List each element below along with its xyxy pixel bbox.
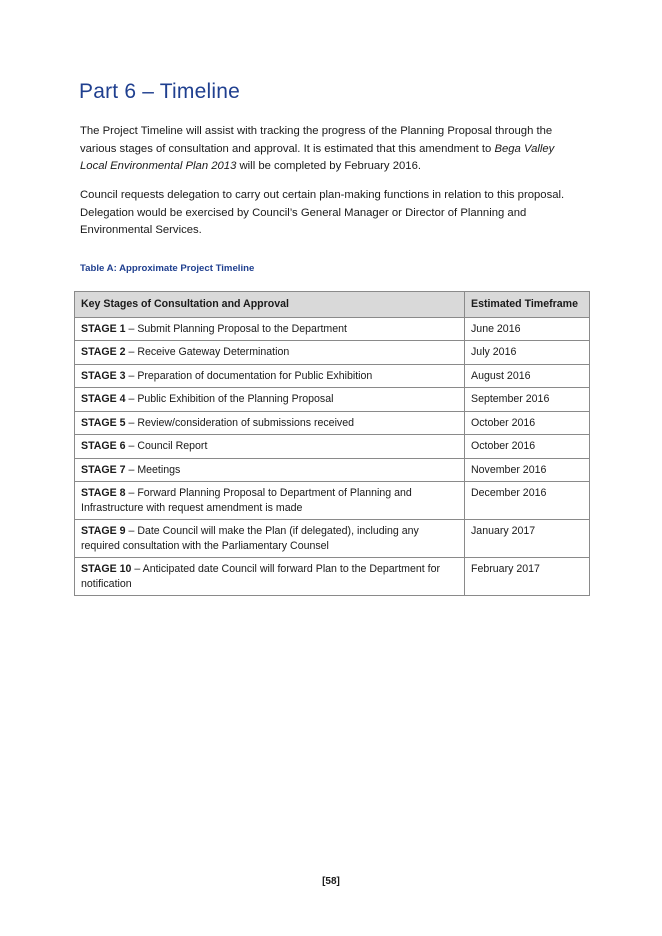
stage-description: – Anticipated date Council will forward Plan to the Department for notification [81, 563, 440, 590]
stage-cell [75, 458, 465, 482]
timeframe-cell: July 2016 [465, 341, 590, 365]
stage-label: STAGE 5 [81, 416, 126, 429]
stage-label: STAGE 4 [81, 393, 126, 405]
table-row [75, 435, 590, 459]
stage-label: STAGE 7 [81, 463, 126, 476]
timeframe-cell: February 2017 [465, 558, 590, 596]
stage-cell [75, 341, 465, 365]
column-header-stages: Key Stages of Consultation and Approval [75, 292, 465, 318]
timeframe-cell: June 2016 [465, 317, 590, 341]
timeframe-cell: August 2016 [465, 364, 590, 388]
table-row [75, 411, 590, 435]
stage-description: – Council Report [125, 440, 208, 452]
stage-description: – Forward Planning Proposal to Department of Planning and Infrastructure with request amendment is made [81, 487, 412, 514]
stage-label: STAGE 1 [81, 322, 126, 335]
table-row [75, 458, 590, 482]
timeframe-cell: January 2017 [465, 520, 590, 558]
stage-cell [75, 558, 465, 596]
plan-title: Bega Valley Local Environmental Plan 2013 [80, 142, 555, 172]
stage-description: – Receive Gateway Determination [125, 346, 290, 358]
page-number: [58] [322, 876, 340, 887]
stage-cell [75, 388, 465, 412]
table-row [75, 482, 590, 520]
stage-description: – Preparation of documentation for Public Exhibition [125, 369, 373, 382]
table-row [75, 317, 590, 341]
stage-cell [75, 520, 465, 558]
stage-cell [75, 317, 465, 341]
stage-label: STAGE 2 [81, 346, 126, 358]
timeframe-cell: September 2016 [465, 388, 590, 412]
stage-description: – Date Council will make the Plan (if delegated), including any required consultation with the Parliamentary Counsel [81, 525, 419, 552]
stage-label: STAGE 9 [81, 525, 126, 537]
table-row [75, 341, 590, 365]
section-heading: Part 6 – Timeline [79, 80, 240, 103]
stage-cell [75, 364, 465, 388]
timeline-table-body [75, 317, 590, 596]
stage-description: – Submit Planning Proposal to the Department [125, 322, 347, 335]
stage-cell [75, 482, 465, 520]
stage-cell [75, 411, 465, 435]
table-row [75, 388, 590, 412]
intro-paragraph [80, 123, 580, 176]
timeframe-cell: October 2016 [465, 435, 590, 459]
stage-description: – Review/consideration of submissions received [125, 416, 355, 429]
table-caption: Table A: Approximate Project Timeline [80, 263, 255, 274]
stage-label: STAGE 10 [81, 563, 132, 575]
intro-text-start: The Project Timeline will assist with tracking the progress of the Planning Proposal through the various stages of consultation and approval. It is estimated that this amendment to [80, 125, 553, 155]
stage-description: – Meetings [125, 463, 181, 476]
column-header-timeframe: Estimated Timeframe [465, 292, 590, 318]
timeframe-cell: December 2016 [465, 482, 590, 520]
table-row [75, 558, 590, 596]
table-row [75, 520, 590, 558]
table-header-row [75, 292, 590, 318]
stage-label: STAGE 6 [81, 440, 126, 452]
timeline-table [74, 291, 590, 596]
stage-label: STAGE 8 [81, 487, 126, 499]
intro-text-end: will be completed by February 2016. [236, 160, 421, 172]
timeframe-cell: October 2016 [465, 411, 590, 435]
timeframe-cell: November 2016 [465, 458, 590, 482]
table-row [75, 364, 590, 388]
stage-description: – Public Exhibition of the Planning Proposal [125, 393, 334, 405]
delegation-paragraph: Council requests delegation to carry out certain plan-making functions in relation to this proposal. Delegation would be exercised by Council’s General Manager or Director of Planning and Environmental Services. [80, 189, 565, 236]
stage-cell [75, 435, 465, 459]
stage-label: STAGE 3 [81, 369, 126, 382]
